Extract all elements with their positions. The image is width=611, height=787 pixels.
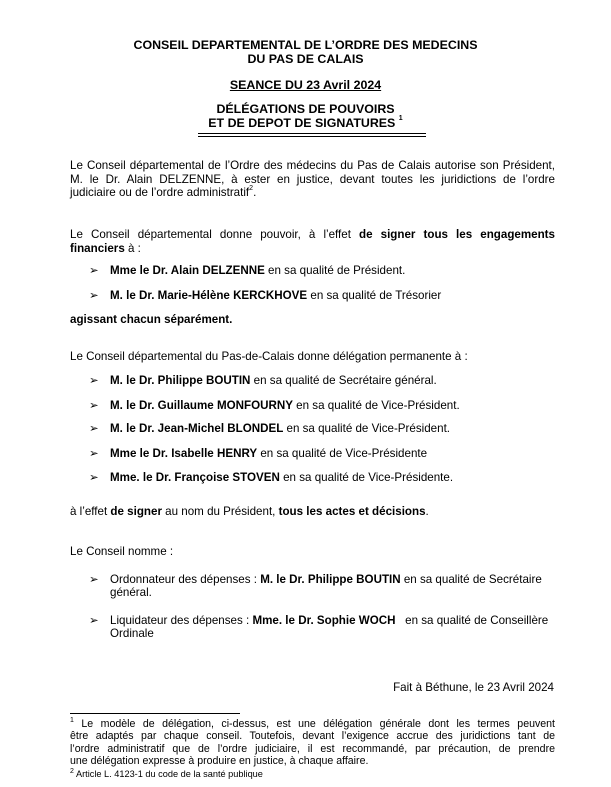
- para1-line1: Le Conseil départemental de l’Ordre des médecins du Pas de Calais autorise son Président,: [70, 159, 555, 172]
- fn1-line1: [70, 718, 555, 730]
- liquidateur-role: en sa qualité de Conseillère: [395, 614, 549, 627]
- fn1-line1-text: Le modèle de délégation, ci-dessus, est une délégation générale dont les termes peuvent: [73, 718, 555, 730]
- para2-intro-text: Le Conseil départemental donne pouvoir, à l’effet: [70, 228, 360, 241]
- delegate-name: M. le Dr. Guillaume MONFOURNY: [110, 399, 293, 412]
- delegate-name: M. le Dr. Jean-Michel BLONDEL: [110, 422, 284, 435]
- para1-line3-text: judiciaire ou de l’ordre administratif: [70, 186, 250, 199]
- delegate-role: en sa qualité de Vice-Présidente.: [279, 471, 454, 484]
- delegate-name: Mme le Dr. Alain DELZENNE: [110, 264, 265, 277]
- ordonnateur-label: Ordonnateur des dépenses :: [110, 573, 261, 586]
- liquidateur-label: Liquidateur des dépenses :: [110, 614, 253, 627]
- fn1-line2: être adaptés par chaque conseil. Toutefois, devant l’exigence accrue des juridictions tant de: [70, 730, 555, 743]
- list-item: [89, 614, 548, 628]
- para4-intro: Le Conseil nomme :: [70, 545, 174, 558]
- arrow-bullet-icon: ➢: [89, 471, 99, 484]
- para3-closing-a: à l’effet: [70, 505, 111, 518]
- fn1-line3: l’ordre administratif que de l’ordre judiciaire, il est recommandé, par précaution, de prendre: [70, 742, 555, 755]
- seance-date-text: SEANCE DU 23 Avril 2024: [229, 78, 382, 92]
- seance-date: [0, 78, 611, 93]
- para3-closing-d: tous les actes et décisions: [278, 505, 426, 518]
- para2-closing-text: agissant chacun séparément.: [70, 313, 233, 326]
- delegate-role: en sa qualité de Président.: [264, 264, 406, 277]
- arrow-bullet-icon: ➢: [89, 264, 99, 277]
- arrow-outline-bullet-icon: ➢: [89, 573, 99, 586]
- title-rule-bottom: [198, 136, 426, 137]
- para3-closing-e: .: [425, 505, 429, 518]
- footnote-ref-2: 2: [249, 185, 254, 192]
- para3-intro: Le Conseil départemental du Pas-de-Calais donne délégation permanente à :: [70, 350, 468, 363]
- delegate-name: Mme. le Dr. Françoise STOVEN: [110, 471, 280, 484]
- delegate-name: M. le Dr. Philippe BOUTIN: [110, 374, 251, 387]
- footnote-2: [70, 769, 263, 780]
- delegate-name: Mme le Dr. Isabelle HENRY: [110, 447, 258, 460]
- fn2-text: Article L. 4123-1 du code de la santé publique: [73, 769, 263, 779]
- delegate-role: en sa qualité de Secrétaire général.: [250, 374, 437, 387]
- list-item: [89, 264, 405, 278]
- fn1-line4: une délégation expresse à produire en justice, à chaque affaire.: [70, 755, 369, 768]
- ordonnateur-name: M. le Dr. Philippe BOUTIN: [260, 573, 401, 586]
- delegate-role: en sa qualité de Vice-Présidente: [257, 447, 428, 460]
- arrow-bullet-icon: ➢: [89, 374, 99, 387]
- footnote-separator: [70, 713, 240, 714]
- org-name-line1: CONSEIL DEPARTEMENTAL DE L’ORDRE DES MEDECINS: [133, 38, 478, 52]
- paragraph-authorization: [70, 159, 555, 200]
- list-item: [89, 422, 450, 436]
- footnote-1: [70, 718, 555, 768]
- title-line2-text: ET DE DEPOT DE SIGNATURES: [208, 116, 396, 130]
- liquidateur-role-line2: Ordinale: [110, 627, 154, 640]
- paragraph-financial-signing: [70, 228, 555, 255]
- list-item: [89, 447, 427, 461]
- org-name-line2: DU PAS DE CALAIS: [247, 52, 364, 66]
- list-item: [89, 289, 441, 303]
- delegate-role: en sa qualité de Trésorier: [307, 289, 442, 302]
- list-item: [89, 471, 453, 485]
- list-item: [89, 374, 437, 388]
- fn1-ref: 1: [70, 717, 74, 724]
- delegate-role: en sa qualité de Vice-Président.: [292, 399, 460, 412]
- list-item: [89, 573, 542, 587]
- fn2-ref: 2: [70, 768, 74, 775]
- ordonnateur-role-line2: général.: [110, 586, 152, 599]
- para2-line2: [70, 242, 555, 256]
- para3-closing-c: au nom du Président,: [161, 505, 279, 518]
- para1-line3: [70, 186, 555, 200]
- para2-closing: [70, 313, 232, 327]
- title-rule-top: [198, 133, 426, 134]
- arrow-outline-bullet-icon: ➢: [89, 614, 99, 627]
- arrow-bullet-icon: ➢: [89, 422, 99, 435]
- list-item: [89, 399, 460, 413]
- arrow-bullet-icon: ➢: [89, 289, 99, 302]
- para2-intro-bold2: financiers: [70, 241, 125, 255]
- para1-line3-end: .: [253, 186, 257, 199]
- delegate-name: M. le Dr. Marie-Hélène KERCKHOVE: [110, 289, 308, 302]
- title-line1: DÉLÉGATIONS DE POUVOIRS: [216, 102, 395, 116]
- signature-place-date: Fait à Béthune, le 23 Avril 2024: [393, 681, 554, 694]
- title-footnote-ref: 1: [398, 115, 403, 122]
- para2-line1: [70, 228, 555, 242]
- arrow-bullet-icon: ➢: [89, 447, 99, 460]
- para1-line2: M. le Dr. Alain DELZENNE, à ester en justice, devant toutes les juridictions de l’ordre: [70, 172, 555, 186]
- delegate-role: en sa qualité de Vice-Président.: [283, 422, 451, 435]
- liquidateur-name: Mme. le Dr. Sophie WOCH: [252, 614, 396, 627]
- arrow-bullet-icon: ➢: [89, 399, 99, 412]
- title-line2: [0, 116, 611, 131]
- para2-intro-end: à :: [124, 241, 141, 255]
- para3-closing-b: de signer: [110, 505, 162, 518]
- para2-intro-bold: de signer tous les engagements: [359, 228, 555, 241]
- ordonnateur-role: en sa qualité de Secrétaire: [400, 573, 542, 586]
- para3-closing: [70, 505, 429, 519]
